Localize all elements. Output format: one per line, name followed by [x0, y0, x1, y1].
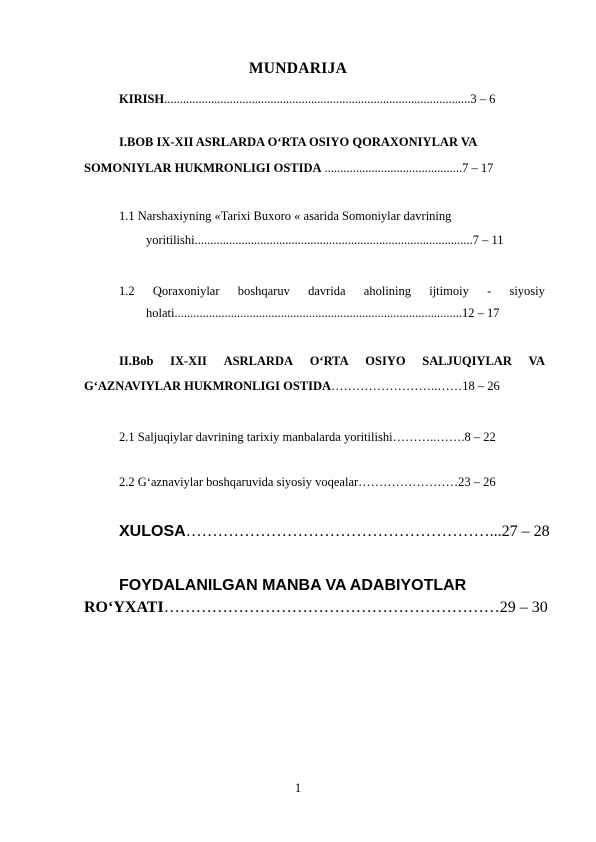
- toc-word: ASRLARDA: [223, 354, 294, 368]
- toc-page-range: 12 – 17: [461, 306, 500, 320]
- toc-page-range: 7 – 11: [472, 233, 504, 247]
- toc-word: IX-XII: [170, 354, 207, 368]
- toc-page-range: 18 – 26: [462, 379, 500, 393]
- toc-leader: ............................................: [321, 161, 463, 175]
- toc-leader: ............................................................................................: [174, 306, 462, 320]
- toc-page-range: 29 – 30: [499, 599, 548, 616]
- toc-entry-kirish[interactable]: [119, 91, 495, 107]
- toc-leader: ………..…….: [392, 430, 465, 444]
- toc-leader: …………………………………………………...: [185, 523, 502, 540]
- toc-entry-xulosa[interactable]: [119, 524, 550, 540]
- toc-word: siyosiy: [509, 284, 545, 298]
- toc-page-range: 8 – 22: [464, 430, 496, 444]
- toc-leader: .........................................................................................: [194, 233, 473, 247]
- toc-entry-label: G‘AZNAVIYLAR HUKMRONLIGI OSTIDA: [84, 379, 332, 393]
- toc-leader: ……………………..……: [331, 379, 463, 393]
- toc-page-range: 27 – 28: [501, 523, 550, 540]
- toc-word: O‘RTA: [309, 354, 349, 368]
- toc-entry-label: XULOSA: [119, 523, 186, 540]
- toc-page-range: 3 – 6: [470, 92, 496, 106]
- toc-leader: ……………………: [358, 475, 459, 489]
- toc-section-number: 1.2: [119, 284, 135, 298]
- toc-word: OSIYO: [365, 354, 406, 368]
- toc-entry-label: SOMONIYLAR HUKMRONLIGI OSTIDA: [84, 161, 322, 175]
- toc-references-line2[interactable]: [84, 600, 548, 616]
- toc-chapter-1-line1[interactable]: I.BOB IX-XII ASRLARDA O‘RTA OSIYO QORAXONIYLAR VA: [119, 135, 478, 149]
- toc-leader: ………………………………………………………: [163, 599, 500, 616]
- toc-leader: ..................................................................................................: [164, 92, 471, 106]
- toc-word: davrida: [308, 284, 346, 298]
- toc-chapter-1-line2[interactable]: [84, 160, 493, 176]
- toc-section-1-2-line1[interactable]: [119, 283, 545, 299]
- toc-entry-label: 2.2 G‘aznaviylar boshqaruvida siyosiy voqealar: [119, 475, 359, 489]
- toc-references-line1[interactable]: FOYDALANILGAN MANBA VA ADABIYOTLAR: [119, 577, 467, 594]
- toc-entry-label: RO‘YXATI: [84, 599, 164, 616]
- toc-section-1-1-line2[interactable]: [146, 232, 504, 248]
- toc-section-1-2-line2[interactable]: [146, 305, 499, 321]
- toc-page-range: 7 – 17: [462, 161, 494, 175]
- toc-section-2-2[interactable]: [119, 474, 496, 490]
- toc-entry-label: KIRISH: [119, 92, 165, 106]
- toc-chapter-2-line1[interactable]: [119, 353, 545, 369]
- toc-word: II.Bob: [119, 354, 154, 368]
- toc-word: boshqaruv: [237, 284, 290, 298]
- toc-section-1-1-line1[interactable]: 1.1 Narshaxiyning «Tarixi Buxoro « asarida Somoniylar davrining: [119, 209, 452, 223]
- page-title: MUNDARIJA: [248, 60, 348, 77]
- toc-word: VA: [528, 354, 545, 368]
- page-number: 1: [294, 781, 302, 795]
- toc-word: aholining: [363, 284, 411, 298]
- toc-entry-label: yoritilishi: [146, 233, 195, 247]
- toc-word: -: [487, 284, 492, 298]
- toc-page-range: 23 – 26: [458, 475, 496, 489]
- toc-word: Qoraxoniylar: [152, 284, 220, 298]
- toc-entry-label: holati: [146, 306, 175, 320]
- toc-entry-label: 2.1 Saljuqiylar davrining tarixiy manbalarda yoritilishi: [119, 430, 393, 444]
- toc-word: ijtimoiy: [429, 284, 469, 298]
- toc-word: SALJUQIYLAR: [422, 354, 512, 368]
- toc-chapter-2-line2[interactable]: [84, 378, 500, 394]
- toc-section-2-1[interactable]: [119, 429, 496, 445]
